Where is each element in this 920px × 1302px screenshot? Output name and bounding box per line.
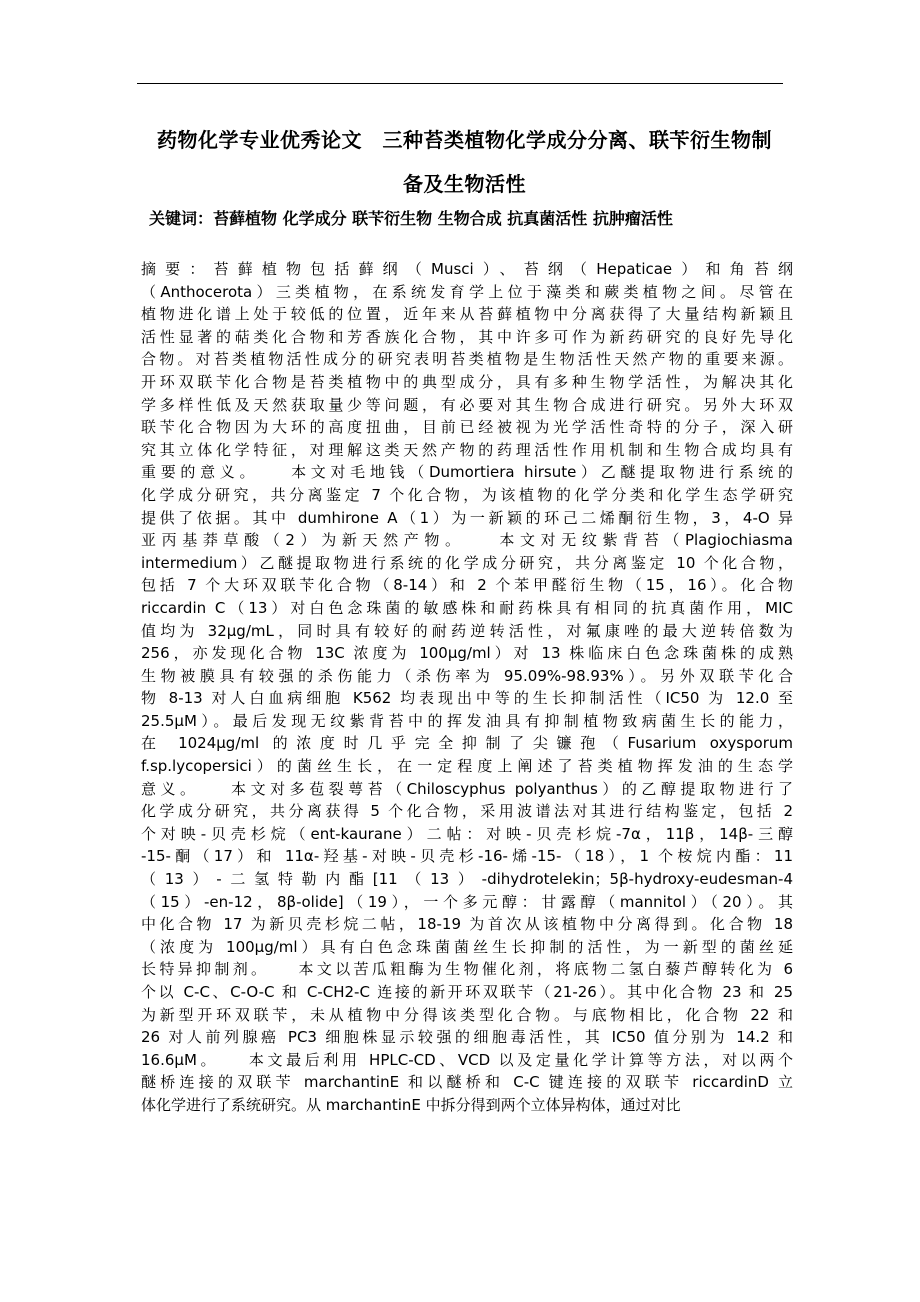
abstract-line: 物 8-13 对人白血病细胞 K562 均表现出中等的生长抑制活性（IC50 为 12.0 至 [141, 689, 793, 708]
abstract-line: 包括 7 个大环双联苄化合物（8-14）和 2 个苯甲醛衍生物（15，16）。化合物 [141, 576, 793, 595]
abstract-line: 植物进化谱上处于较低的位置，近年来从苔藓植物中分离获得了大量结构新颖且 [141, 305, 793, 324]
abstract-line: intermedium）乙醚提取物进行系统的化学成分研究，共分离鉴定 10 个化合物， [141, 553, 793, 572]
abstract-line: 化学成分研究，共分离鉴定 7 个化合物，为该植物的化学分类和化学生态学研究 [141, 485, 793, 504]
abstract-line: （15）-en-12，8β-olide]（19），一个多元醇：甘露醇（mannitol）（20）。其 [141, 892, 793, 911]
title-line-1: 药物化学专业优秀论文 三种苔类植物化学成分分离、联苄衍生物制 [157, 128, 772, 152]
abstract-line: 开环双联苄化合物是苔类植物中的典型成分，具有多种生物学活性，为解决其化 [141, 372, 793, 391]
abstract-line: （浓度为 100μg/ml）具有白色念珠菌菌丝生长抑制的活性，为一新型的菌丝延 [141, 937, 793, 956]
abstract-line: 合物。对苔类植物活性成分的研究表明苔类植物是生物活性天然产物的重要来源。 [141, 350, 793, 369]
abstract-body [141, 258, 793, 1117]
abstract-line: -15-酮（17）和 11α-羟基-对映-贝壳杉-16-烯-15-（18），1 个桉烷内酯：11 [141, 847, 793, 866]
abstract-line: 学多样性低及天然获取量少等问题，有必要对其生物合成进行研究。另外大环双 [141, 395, 793, 414]
title-line-2: 备及生物活性 [403, 172, 526, 196]
abstract-line: f.sp.lycopersici）的菌丝生长，在一定程度上阐述了苔类植物挥发油的生态学 [141, 757, 793, 776]
abstract-line: （13）-二氢特勒内酯[11（13）-dihydrotelekin；5β-hydroxy-eudesman-4 [141, 870, 793, 889]
header-rule [137, 83, 783, 84]
abstract-line: （Anthocerota）三类植物，在系统发育学上位于藻类和蕨类植物之间。尽管在 [141, 282, 793, 301]
keywords-line: 关键词：苔藓植物 化学成分 联苄衍生物 生物合成 抗真菌活性 抗肿瘤活性 [149, 209, 673, 228]
abstract-line: 提供了依据。其中 dumhirone A（1）为一新颖的环己二烯酮衍生物，3，4-O 异 [141, 508, 793, 527]
abstract-line: 摘要：苔藓植物包括藓纲（Musci）、苔纲（Hepaticae）和角苔纲 [141, 260, 793, 278]
abstract-line: 为新型开环双联苄，未从植物中分得该类型化合物。与底物相比，化合物 22 和 [141, 1005, 793, 1024]
abstract-line: 中化合物 17 为新贝壳杉烷二帖，18-19 为首次从该植物中分离得到。化合物 18 [141, 915, 793, 934]
abstract-line: 究其立体化学特征，对理解这类天然产物的药理活性作用机制和生物合成均具有 [141, 440, 793, 459]
abstract-line: 体化学进行了系统研究。从 marchantinE 中拆分得到两个立体异构体，通过对比 [141, 1095, 681, 1114]
abstract-line: 256，亦发现化合物 13C 浓度为 100μg/ml）对 13 株临床白色念珠菌株的成熟 [141, 644, 793, 663]
abstract-line: 化学成分研究，共分离获得 5 个化合物，采用波谱法对其进行结构鉴定，包括 2 [141, 802, 793, 821]
abstract-line: 醚桥连接的双联苄 marchantinE 和以醚桥和 C-C 键连接的双联苄 riccardinD 立 [141, 1073, 793, 1092]
abstract-line: 25.5μM）。最后发现无纹紫背苔中的挥发油具有抑制植物致病菌生长的能力， [141, 711, 793, 730]
abstract-line: 个以 C-C、C-O-C 和 C-CH2-C 连接的新开环双联苄（21-26）。其中化合物 23 和 25 [141, 983, 793, 1001]
abstract-line: 亚丙基莽草酸（2）为新天然产物。 本文对无纹紫背苔（Plagiochiasma [141, 531, 793, 550]
abstract-line: 重要的意义。 本文对毛地钱（Dumortiera hirsute）乙醚提取物进行系统的 [141, 463, 793, 482]
abstract-line: 意义。 本文对多苞裂萼苔（Chiloscyphus polyanthus）的乙醇提取物进行了 [141, 779, 793, 798]
abstract-line: 生物被膜具有较强的杀伤能力（杀伤率为 95.09%-98.93%）。另外双联苄化合 [141, 666, 793, 685]
abstract-line: 个对映-贝壳杉烷（ent-kaurane）二帖：对映-贝壳杉烷-7α，11β，14β-三醇 [141, 824, 793, 843]
abstract-line: 值均为 32μg/mL，同时具有较好的耐药逆转活性，对氟康唑的最大逆转倍数为 [141, 621, 793, 640]
abstract-line: 活性显著的萜类化合物和芳香族化合物，其中许多可作为新药研究的良好先导化 [141, 327, 793, 346]
abstract-line: 16.6μM。 本文最后利用 HPLC-CD、VCD 以及定量化学计算等方法，对以两个 [141, 1050, 793, 1069]
abstract-line: riccardin C（13）对白色念珠菌的敏感株和耐药株具有相同的抗真菌作用，MIC [141, 598, 793, 617]
abstract-line: 26 对人前列腺癌 PC3 细胞株显示较强的细胞毒活性，其 IC50 值分别为 14.2 和 [141, 1028, 793, 1047]
abstract-line: 在 1024μg/ml 的浓度时几乎完全抑制了尖镰孢（Fusarium oxysporum [141, 734, 793, 753]
abstract-line: 长特异抑制剂。 本文以苦瓜粗酶为生物催化剂，将底物二氢白藜芦醇转化为 6 [141, 960, 793, 979]
document-title [137, 118, 792, 206]
abstract-line: 联苄化合物因为大环的高度扭曲，目前已经被视为光学活性奇特的分子，深入研 [141, 418, 793, 437]
